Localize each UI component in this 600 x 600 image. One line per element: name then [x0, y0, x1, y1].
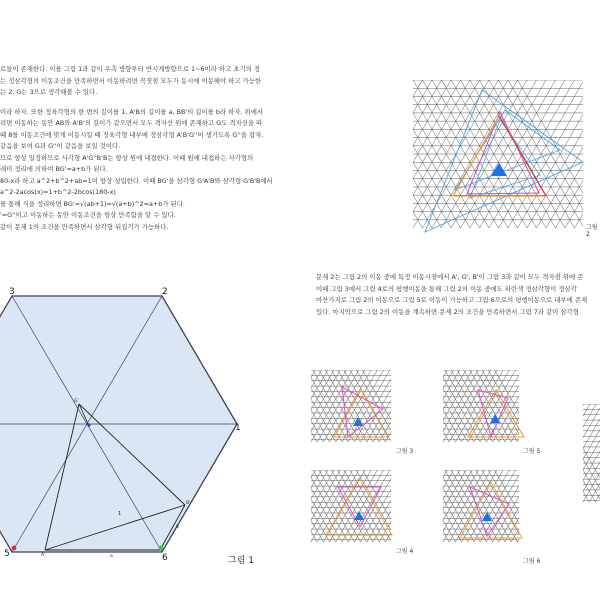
text-line: 있다. 마지막으로 그림 2의 이동을 계속하면 문제 2의 조건을 만족하면서 그림 7과 같이 삼각형 — [316, 307, 579, 316]
grid-line — [418, 470, 460, 542]
grid-line — [243, 470, 285, 542]
grid-line — [389, 370, 431, 442]
text-line: 레미 정리에 의하여 BG'=a+b가 된다. — [0, 165, 108, 173]
grid-line — [337, 80, 422, 228]
grid-line — [269, 470, 311, 542]
grid-line — [385, 470, 427, 542]
grid-line — [214, 80, 299, 228]
grid-line — [252, 80, 337, 228]
red-right — [499, 116, 546, 196]
grid-line — [237, 470, 279, 542]
grid-line — [385, 370, 427, 442]
text-line: 같음을 보여 G과 G''이 같음을 보일 것이다. — [0, 142, 121, 150]
grid-line — [268, 470, 310, 542]
grid-line — [309, 80, 394, 228]
grid-line — [533, 404, 590, 502]
grid-line — [271, 80, 356, 228]
text-line: 로들이 존재한다. 이를 그림 1과 같이 우측 방향부터 반시계방향으로 1~6이라 하고 초기의 정 — [0, 65, 261, 73]
grid-line — [261, 370, 303, 442]
vertex-label-2: 2 — [162, 287, 168, 297]
grid-line — [286, 370, 328, 442]
grid-line — [536, 470, 578, 542]
point-label-aprime: A' — [41, 553, 46, 558]
grid-line — [412, 470, 454, 542]
grid-line — [564, 404, 600, 502]
grid-line — [395, 370, 437, 442]
grid-line — [408, 470, 450, 542]
grid-line — [280, 470, 322, 542]
grid-line — [290, 80, 375, 228]
grid-line — [269, 370, 311, 442]
text-line: 이라 하자. 또한 정육각형의 한 변의 길이를 1, A'B의 길이를 a, BB'의 길이를 b라 하자. 위에서 — [0, 107, 264, 116]
grid-line — [226, 470, 268, 542]
caption-figure-1: 그림 1 — [228, 556, 254, 566]
grid-line — [245, 370, 287, 442]
magenta-triangle — [470, 487, 509, 536]
grid-line — [276, 370, 318, 442]
grid-line — [274, 370, 316, 442]
grid-line — [261, 80, 346, 228]
grid-line — [257, 370, 299, 442]
grid-line — [577, 404, 600, 502]
grid-line — [243, 370, 285, 442]
grid-line — [530, 370, 572, 442]
figure-1-hexagon — [0, 287, 241, 563]
grid-line — [389, 470, 431, 542]
grid-line — [395, 470, 437, 542]
grid-line — [176, 80, 261, 228]
grid-line — [545, 404, 600, 502]
light-blue-triangle-mid — [470, 120, 540, 198]
caption-figure-2: 그림 2 — [586, 224, 598, 238]
grid-line — [524, 470, 566, 542]
grid-line — [251, 370, 293, 442]
text-line: 므로 항상 일정하므로 사각형 A'G''B'B는 항상 원에 내접한다. 이때 원에 내접하는 사각형의 — [0, 153, 254, 162]
vertex-label-6: 6 — [162, 553, 168, 563]
point-label-g: G' — [74, 399, 79, 404]
grid-line — [251, 470, 293, 542]
grid-line — [421, 404, 478, 502]
point-label-bprime: B' — [186, 501, 191, 506]
text-line: 를 통해 식을 정리하면 BG'=√(ab+1)=√(a+b)^2=a+b가 된다. — [0, 199, 185, 208]
text-line: 같이 문제 1의 조건을 만족하면서 삼각형 뒤집기가 가능하다. — [0, 222, 169, 231]
grid-line — [589, 404, 600, 502]
grid-line — [408, 370, 450, 442]
text-line: 80-x라 하고 a^2+b^2+ab=1이 항상 성립한다. 이때 BG'을 삼각형 G'A'B와 삼각형 G'B'B에서 — [0, 176, 273, 185]
grid-line — [557, 404, 600, 502]
grid-line — [546, 404, 600, 502]
text-line: 는 정삼각형의 이동조건을 만족하면서 이동하려면 꼭짓점 모두가 동시에 이동해야 하고 가능한 — [0, 76, 262, 85]
grid-line — [533, 404, 590, 502]
text-line: 마찬가지로 그림 2의 이동으로 그림 5로 이동이 가능하고 그림 6으로의 평행이동으로 내부에 존재 — [316, 296, 588, 304]
grid-line — [263, 470, 305, 542]
text-line: a^2-2acos(x)=1+b^2-2bcos(180-x) — [0, 188, 116, 196]
caption-figure-4: 그림 4 — [396, 548, 414, 555]
grid-line — [328, 80, 413, 228]
grid-line — [207, 470, 249, 542]
grid-line — [185, 80, 270, 228]
green-vertex-dot — [159, 546, 164, 551]
grid-line — [268, 370, 310, 442]
grid-line — [328, 80, 413, 228]
grid-line — [204, 80, 289, 228]
grid-line — [398, 370, 440, 442]
grid-line — [524, 370, 566, 442]
vertex-label-1: 1 — [235, 423, 241, 433]
text-line: 이때 그림 3에서 그림 4로의 평행이동을 통해 그림 2의 이동 중에도 파란색 정삼각형이 정삼각 — [316, 284, 577, 293]
figure-4-grid — [183, 470, 446, 542]
grid-line — [539, 404, 596, 502]
grid-line — [415, 404, 472, 502]
grid-line — [412, 370, 454, 442]
grid-line — [280, 80, 365, 228]
grid-line — [393, 370, 435, 442]
text-line: '=G''이고 이동하는 동안 이동조건을 항상 만족함을 알 수 있다. — [0, 211, 176, 219]
grid-line — [401, 470, 443, 542]
segment-label-b: b — [176, 525, 179, 530]
grid-line — [404, 370, 446, 442]
grid-line — [433, 404, 490, 502]
grid-line — [271, 80, 356, 228]
grid-line — [214, 470, 256, 542]
segment-label-a: a — [110, 554, 113, 559]
grid-line — [427, 404, 484, 502]
grid-line — [540, 404, 597, 502]
grid-line — [249, 470, 291, 542]
figure-2-grid — [157, 80, 600, 228]
grid-line — [584, 80, 600, 228]
figure-2-overlay — [425, 90, 583, 232]
grid-line — [195, 80, 280, 228]
grid-line — [404, 470, 446, 542]
grid-line — [398, 470, 440, 542]
grid-line — [280, 80, 365, 228]
grid-line — [223, 80, 308, 228]
grid-line — [157, 80, 242, 228]
grid-line — [530, 470, 572, 542]
grid-line — [252, 80, 337, 228]
grid-line — [257, 470, 299, 542]
center-dot — [87, 423, 90, 426]
grid-line — [299, 80, 384, 228]
caption-figure-6: 그림 6 — [523, 558, 541, 565]
vertex-label-3: 3 — [9, 287, 15, 297]
grid-line — [400, 370, 442, 442]
grid-line — [238, 470, 280, 542]
grid-line — [220, 470, 262, 542]
grid-line — [232, 470, 274, 542]
grid-line — [309, 80, 394, 228]
grid-line — [594, 80, 600, 228]
figure-7-grid-partial — [415, 404, 600, 502]
grid-line — [230, 470, 272, 542]
grid-line — [318, 80, 403, 228]
grid-line — [276, 470, 318, 542]
grid-line — [393, 470, 435, 542]
text-line: 문제 2는 그림 2의 이동 중에 특정 이동시점에서 A', G', B'이 그림 3과 같이 모두 격자점 위에 존 — [316, 273, 584, 281]
grid-line — [536, 370, 578, 442]
grid-line — [392, 470, 434, 542]
grid-line — [274, 470, 316, 542]
caption-figure-3: 그림 3 — [396, 448, 414, 455]
grid-line — [418, 370, 460, 442]
grid-line — [261, 470, 303, 542]
grid-line — [238, 370, 280, 442]
figure-6-overlay — [460, 482, 522, 538]
vertex-label-5: 5 — [4, 549, 10, 559]
grid-line — [400, 470, 442, 542]
grid-line — [255, 470, 297, 542]
grid-line — [406, 370, 448, 442]
grid-line — [242, 80, 327, 228]
grid-line — [387, 370, 429, 442]
grid-line — [224, 470, 266, 542]
grid-line — [387, 470, 429, 542]
figure-3-overlay — [334, 387, 388, 437]
grid-line — [286, 470, 328, 542]
segment-label-1: 1 — [118, 511, 122, 517]
grid-line — [517, 370, 559, 442]
text-line: 때 8를 이동조건에 맞게 이동시킬 때 정육각형 내부에 정삼각형 A'B'G''이 생기도록 G''을 잡자. — [0, 130, 264, 139]
text-line: 려면 이동하는 동안 AB와 A'B'의 길이가 같으면서 모두 격자선 위에 존재하고 G도 격자선을 따 — [0, 119, 263, 127]
blue-filled-triangle — [354, 511, 364, 520]
grid-line — [255, 370, 297, 442]
grid-line — [318, 80, 403, 228]
grid-line — [517, 470, 559, 542]
grid-line — [201, 470, 243, 542]
grid-line — [242, 80, 327, 228]
caption-figure-5: 그림 5 — [523, 448, 541, 455]
red-vertex-dot — [12, 546, 17, 551]
text-line: 는 2, G는 3으로 생각해볼 수 있다. — [0, 88, 98, 96]
grid-line — [406, 470, 448, 542]
grid-line — [249, 370, 291, 442]
grid-line — [337, 80, 422, 228]
grid-line — [233, 80, 318, 228]
grid-line — [263, 370, 305, 442]
grid-line — [166, 80, 251, 228]
grid-line — [290, 80, 375, 228]
grid-line — [245, 470, 287, 542]
grid-line — [280, 370, 322, 442]
grid-line — [237, 370, 279, 442]
grid-line — [392, 370, 434, 442]
grid-line — [401, 370, 443, 442]
grid-line — [261, 80, 346, 228]
grid-line — [299, 80, 384, 228]
